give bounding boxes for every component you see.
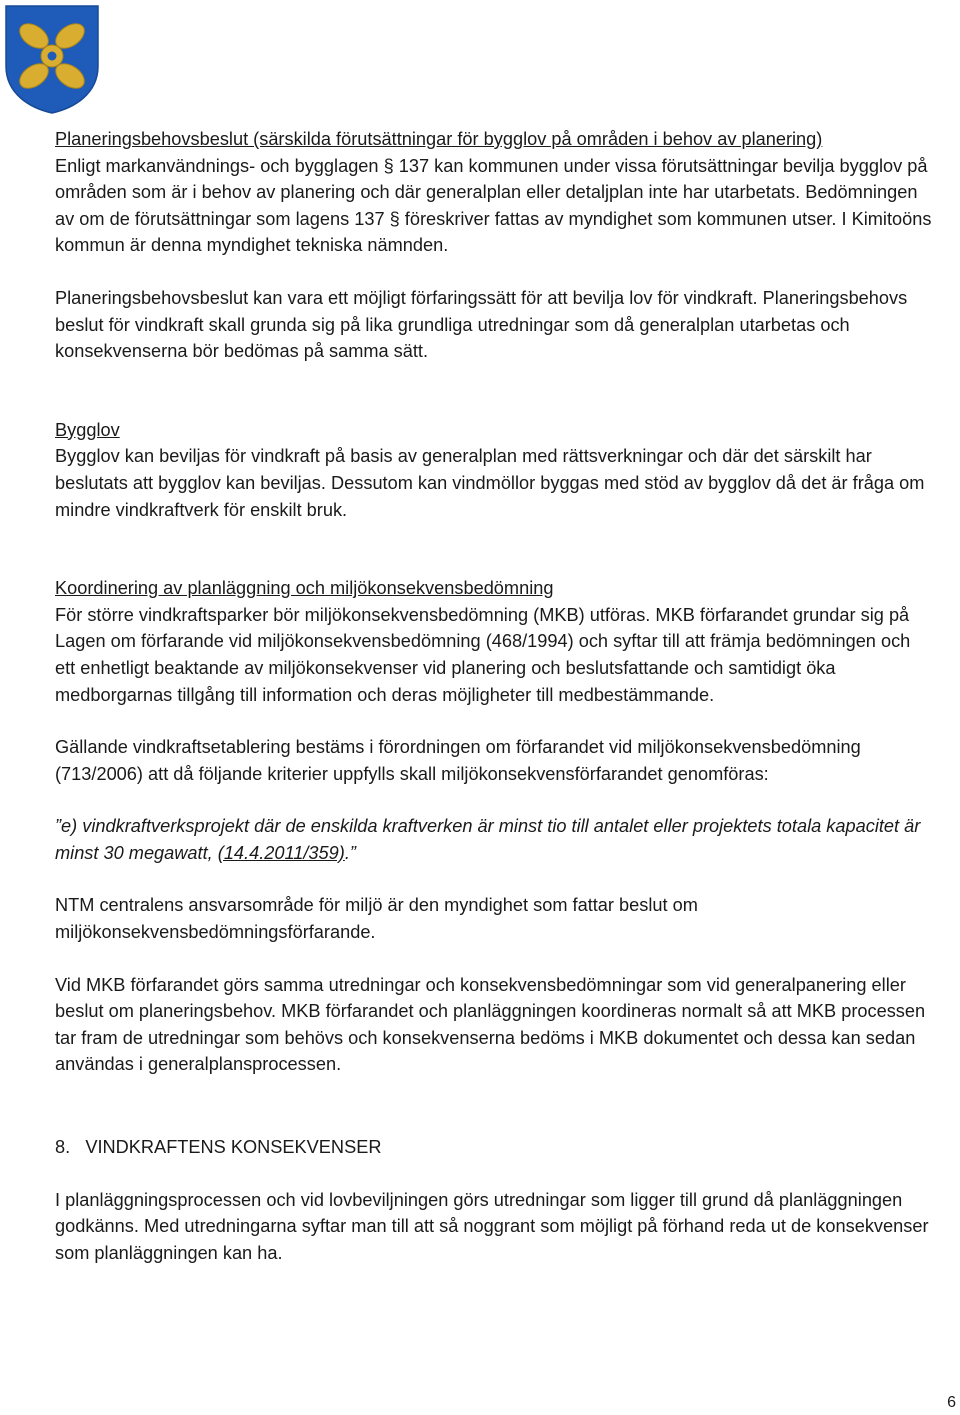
paragraph: NTM centralens ansvarsområde för miljö är den myndighet som fattar beslut om miljökonsekvensbedömningsförfarande. [55,895,698,943]
chapter-heading [55,1134,935,1161]
document-body [55,126,935,1266]
quote-text: ”e) vindkraftverksprojekt där de enskilda kraftverken är minst tio till antalet eller projektets totala kapacitet är minst 30 megawatt, [55,816,921,863]
paragraph: Vid MKB förfarandet görs samma utredningar och konsekvensbedömningar som vid generalpanering eller beslut om planeringsbehov. MKB förfarandet och planläggningen koordineras normalt så att MKB processen tar fram de utredningar som behövs och konsekvenserna bedöms i MKB dokumentet och dessa kan sedan användas i generalplansprocessen. [55,974,926,1075]
page-number: 6 [947,1394,956,1411]
municipality-crest-logo [4,4,100,114]
section-heading-bygglov: Bygglov [55,419,120,440]
paragraph: För större vindkraftsparker bör miljökonsekvensbedömning (MKB) utföras. MKB förfarandet grundar sig på Lagen om förfarande vid miljökonsekvensbedömning (468/1994) och syftar till att främja bedömningen och ett enhetligt beaktande av miljökonsekvenser vid planering och beslutsfattande och samtidigt öka medborgarnas tillgång till information och deras möjligheter till medbestämmande. [55,604,911,705]
chapter-title: VINDKRAFTENS KONSEKVENSER [85,1137,382,1158]
chapter-number: 8. [55,1137,71,1158]
paragraph: Gällande vindkraftsetablering bestäms i förordningen om förfarandet vid miljökonsekvensbedömning (713/2006) att då följande kriterier uppfylls skall miljökonsekvensförfarandet genomföras: [55,737,861,784]
paragraph: Planeringsbehovsbeslut kan vara ett möjligt förfaringssätt för att bevilja lov för vindkraft. Planeringsbehovs beslut för vindkraft skall grunda sig på lika grundliga utredningar som då generalplan utarbetas och konsekvenserna bör bedömas på samma sätt. [55,287,908,362]
paragraph: Bygglov kan beviljas för vindkraft på basis av generalplan med rättsverkningar och där det särskilt har beslutats att bygglov kan beviljas. Dessutom kan vindmöllor byggas med stöd av bygglov då det är fråga om mindre vindkraftverk för enskilt bruk. [55,446,925,520]
section-heading-planeringsbehovsbeslut: Planeringsbehovsbeslut (särskilda förutsättningar för bygglov på områden i behov av planering) [55,129,823,149]
section-heading-koordinering: Koordinering av planläggning och miljökonsekvensbedömning [55,578,554,599]
paragraph: I planläggningsprocessen och vid lovbeviljningen görs utredningar som ligger till grund då planläggningen godkänns. Med utredningarna syftar man till att så noggrant som möjligt på förhand reda ut de konsekvenser som planläggningen kan ha. [55,1189,929,1263]
quote-end: .” [344,842,356,863]
paragraph: Enligt markanvändnings- och bygglagen § 137 kan kommunen under vissa förutsättningar bevilja bygglov på områden som är i behov av planering och där generalplan eller detaljplan inte har utarbetats. Bedömningen av om de förutsättningar som lagens 137 § föreskriver fattas av myndighet som kommunen utser. I Kimitoöns kommun är denna myndighet tekniska nämnden. [55,155,932,256]
legal-quote [55,813,935,866]
statute-reference-link[interactable]: (14.4.2011/359) [217,842,345,863]
